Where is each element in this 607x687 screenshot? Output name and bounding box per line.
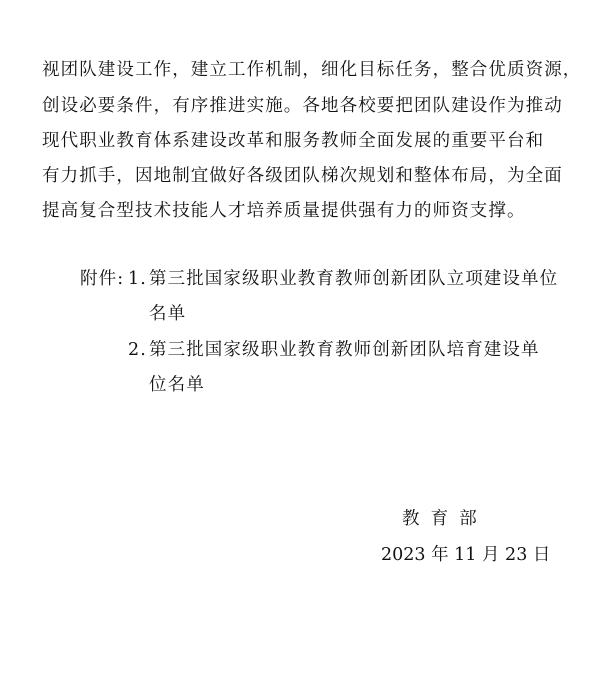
paragraph-line-4: 有力抓手，因地制宜做好各级团队梯次规划和整体布局，为全面 [42,166,563,186]
attachment-1-title: 第三批国家级职业教育教师创新团队立项建设单位 [149,269,559,289]
paragraph-line-1: 视团队建设工作，建立工作机制，细化目标任务，整合优质资源， [42,60,582,80]
paragraph-line-3: 现代职业教育体系建设改革和服务教师全面发展的重要平台和 [42,131,545,151]
attachment-2-title-cont: 位名单 [149,375,205,395]
paragraph-line-5: 提高复合型技术技能人才培养质量提供强有力的师资支撑。 [42,201,526,221]
paragraph-line-2: 创设必要条件，有序推进实施。各地各校要把团队建设作为推动 [42,96,563,116]
attachments-label: 附件: [80,269,125,289]
issue-date: 2023 年 11 月 23 日 [381,545,551,565]
attachment-2-number: 2. [128,340,147,360]
attachment-1-title-cont: 名单 [149,304,187,324]
issuer-signature: 教 育 部 [402,509,477,529]
attachment-2-title: 第三批国家级职业教育教师创新团队培育建设单 [149,340,540,360]
attachment-1-number: 1. [128,269,147,289]
